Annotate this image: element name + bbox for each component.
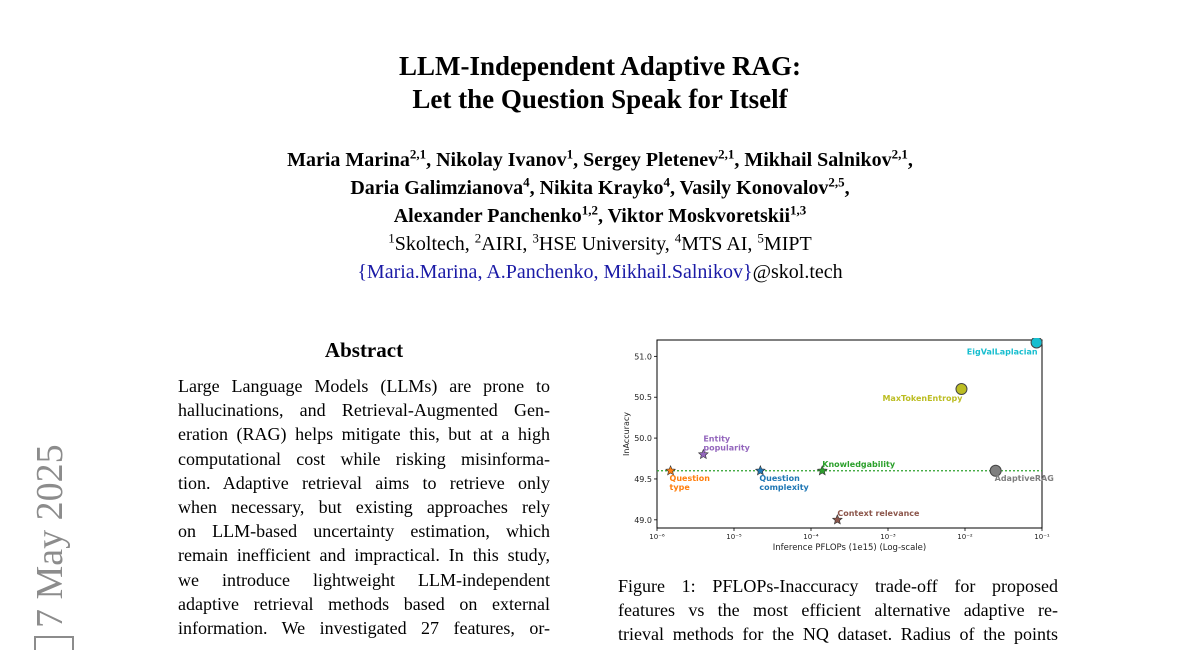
point-label: type bbox=[669, 482, 690, 492]
email-link[interactable]: Mikhail.Salnikov bbox=[603, 261, 743, 283]
affiliation-number: 1 bbox=[388, 230, 395, 246]
y-tick-label: 49.5 bbox=[634, 474, 652, 484]
author-name: Daria Galimzianova bbox=[350, 177, 524, 199]
arxiv-date: 7 May 2025 bbox=[29, 444, 71, 628]
abstract-line: eration (RAG) helps mitigate this, but at a high bbox=[178, 424, 550, 445]
author-name: Viktor Moskvoretskii bbox=[607, 205, 791, 227]
email-line: {Maria.Marina, A.Panchenko, Mikhail.Salnikov}@skol.tech bbox=[357, 261, 843, 283]
author-name: Maria Marina bbox=[287, 149, 410, 171]
author-name: Nikita Krayko bbox=[539, 177, 664, 199]
abstract-line: adaptive retrieval methods based on external bbox=[178, 593, 550, 614]
abstract-line: Large Language Models (LLMs) are prone to bbox=[178, 376, 550, 396]
figure-1 bbox=[618, 338, 1058, 563]
author-affiliation: 2,1 bbox=[409, 146, 427, 162]
author-affiliation: 2,1 bbox=[718, 146, 735, 162]
affiliation-number: 2 bbox=[474, 230, 482, 246]
affiliation-name: MIPT bbox=[763, 233, 812, 255]
abstract-line: hallucinations, and Retrieval-Augmented Gen- bbox=[178, 400, 550, 421]
point-label: Question bbox=[669, 473, 711, 483]
abstract-body bbox=[178, 374, 550, 640]
author-affiliation: 4 bbox=[523, 174, 530, 190]
author-affiliation: 1,2 bbox=[581, 202, 598, 218]
caption-line: trieval methods for the NQ dataset. Radius of the points bbox=[618, 624, 1058, 645]
abstract-line: when necessary, but existing approaches rely bbox=[178, 496, 550, 517]
x-tick-label: 10⁻⁴ bbox=[803, 533, 819, 541]
y-axis-label: InAccuracy bbox=[622, 412, 631, 456]
caption-line: features vs the most efficient alternative adaptive re- bbox=[618, 600, 1058, 621]
author-name: Alexander Panchenko bbox=[393, 205, 582, 227]
author-name: Sergey Pletenev bbox=[583, 149, 719, 171]
email-link[interactable]: A.Panchenko bbox=[486, 261, 594, 283]
email-link[interactable]: Maria.Marina bbox=[366, 261, 478, 283]
point-label: EigValLaplacian bbox=[966, 347, 1038, 357]
author-line-3: Alexander Panchenko$^{1,2}$, Viktor Moskvoretskii$^{1,3}$ bbox=[393, 202, 807, 227]
y-tick-label: 50.5 bbox=[634, 393, 652, 403]
affiliation-name: AIRI bbox=[481, 233, 523, 255]
author-block bbox=[150, 146, 1050, 286]
author-affiliation: 4 bbox=[663, 174, 671, 190]
point-label: MaxTokenEntropy bbox=[882, 394, 963, 404]
point-label: Context relevance bbox=[837, 508, 920, 518]
author-affiliation: 1,3 bbox=[790, 202, 807, 218]
author-name: Vasily Konovalov bbox=[679, 177, 829, 199]
point-label: Knowledgability bbox=[822, 459, 896, 469]
abstract-line: computational cost while risking misinforma- bbox=[178, 448, 550, 469]
x-tick-label: 10⁻⁶ bbox=[649, 533, 665, 541]
paper-title bbox=[300, 50, 900, 116]
point-label: Question bbox=[759, 473, 800, 483]
affiliation-name: HSE University bbox=[538, 233, 665, 255]
email-brace-open: { bbox=[357, 261, 367, 283]
email-brace-close: } bbox=[743, 261, 753, 283]
affiliations-line: $^1$Skoltech, $^2$AIRI, $^3$HSE University, $^4$MTS AI, $^5$MIPT bbox=[388, 230, 812, 255]
affiliation-number: 3 bbox=[532, 230, 539, 246]
point-label: complexity bbox=[759, 482, 809, 492]
point-label: AdaptiveRAG bbox=[994, 473, 1054, 483]
affiliation-number: 5 bbox=[757, 230, 764, 246]
scatter-chart bbox=[618, 338, 1058, 563]
author-affiliation: 1 bbox=[566, 146, 574, 162]
abstract-heading: Abstract bbox=[324, 338, 404, 362]
author-line-2: Daria Galimzianova$^4$, Nikita Krayko$^4$, Vasily Konovalov$^{2,5}$, bbox=[350, 174, 850, 199]
x-axis-label: Inference PFLOPs (1e15) (Log-scale) bbox=[772, 543, 927, 553]
abstract-line: information. We investigated 27 features, or- bbox=[178, 617, 550, 638]
y-tick-label: 51.0 bbox=[634, 352, 652, 362]
y-tick-label: 49.0 bbox=[634, 515, 652, 525]
affiliation-number: 4 bbox=[674, 230, 682, 246]
point-label: popularity bbox=[703, 443, 750, 453]
abstract-line: on LLM-based uncertainty estimation, which bbox=[178, 521, 550, 542]
arxiv-stamp bbox=[20, 418, 70, 648]
x-tick-label: 10⁻² bbox=[957, 533, 973, 541]
x-tick-label: 10⁻³ bbox=[880, 533, 896, 541]
email-domain: @skol.tech bbox=[752, 261, 843, 283]
point-marker bbox=[956, 384, 967, 395]
x-tick-label: 10⁻¹ bbox=[1034, 533, 1050, 541]
author-affiliation: 2,1 bbox=[891, 146, 908, 162]
x-tick-label: 10⁻⁵ bbox=[726, 533, 742, 541]
author-name: Mikhail Salnikov bbox=[744, 149, 892, 171]
point-label: Entity bbox=[703, 434, 731, 444]
title-line-2: Let the Question Speak for Itself bbox=[412, 84, 788, 114]
author-line-1: Maria Marina$^{2,1}$, Nikolay Ivanov$^1$, Sergey Pletenev$^{2,1}$, Mikhail Salnikov$^{2,1}$, bbox=[287, 146, 913, 171]
abstract-line: remain inefficient and impractical. In this study, bbox=[178, 545, 550, 566]
abstract-line: we introduce lightweight LLM-independent bbox=[178, 569, 550, 590]
y-tick-label: 50.0 bbox=[634, 434, 652, 444]
author-affiliation: 2,5 bbox=[828, 174, 845, 190]
title-line-1: LLM-Independent Adaptive RAG: bbox=[398, 51, 802, 81]
affiliation-name: MTS AI bbox=[681, 233, 748, 255]
figure-caption bbox=[618, 574, 1058, 647]
caption-line: Figure 1: PFLOPs-Inaccuracy trade-off for proposed bbox=[618, 576, 1058, 596]
affiliation-name: Skoltech bbox=[394, 233, 465, 255]
author-name: Nikolay Ivanov bbox=[436, 149, 567, 171]
abstract-line: tion. Adaptive retrieval aims to retrieve only bbox=[178, 472, 550, 493]
